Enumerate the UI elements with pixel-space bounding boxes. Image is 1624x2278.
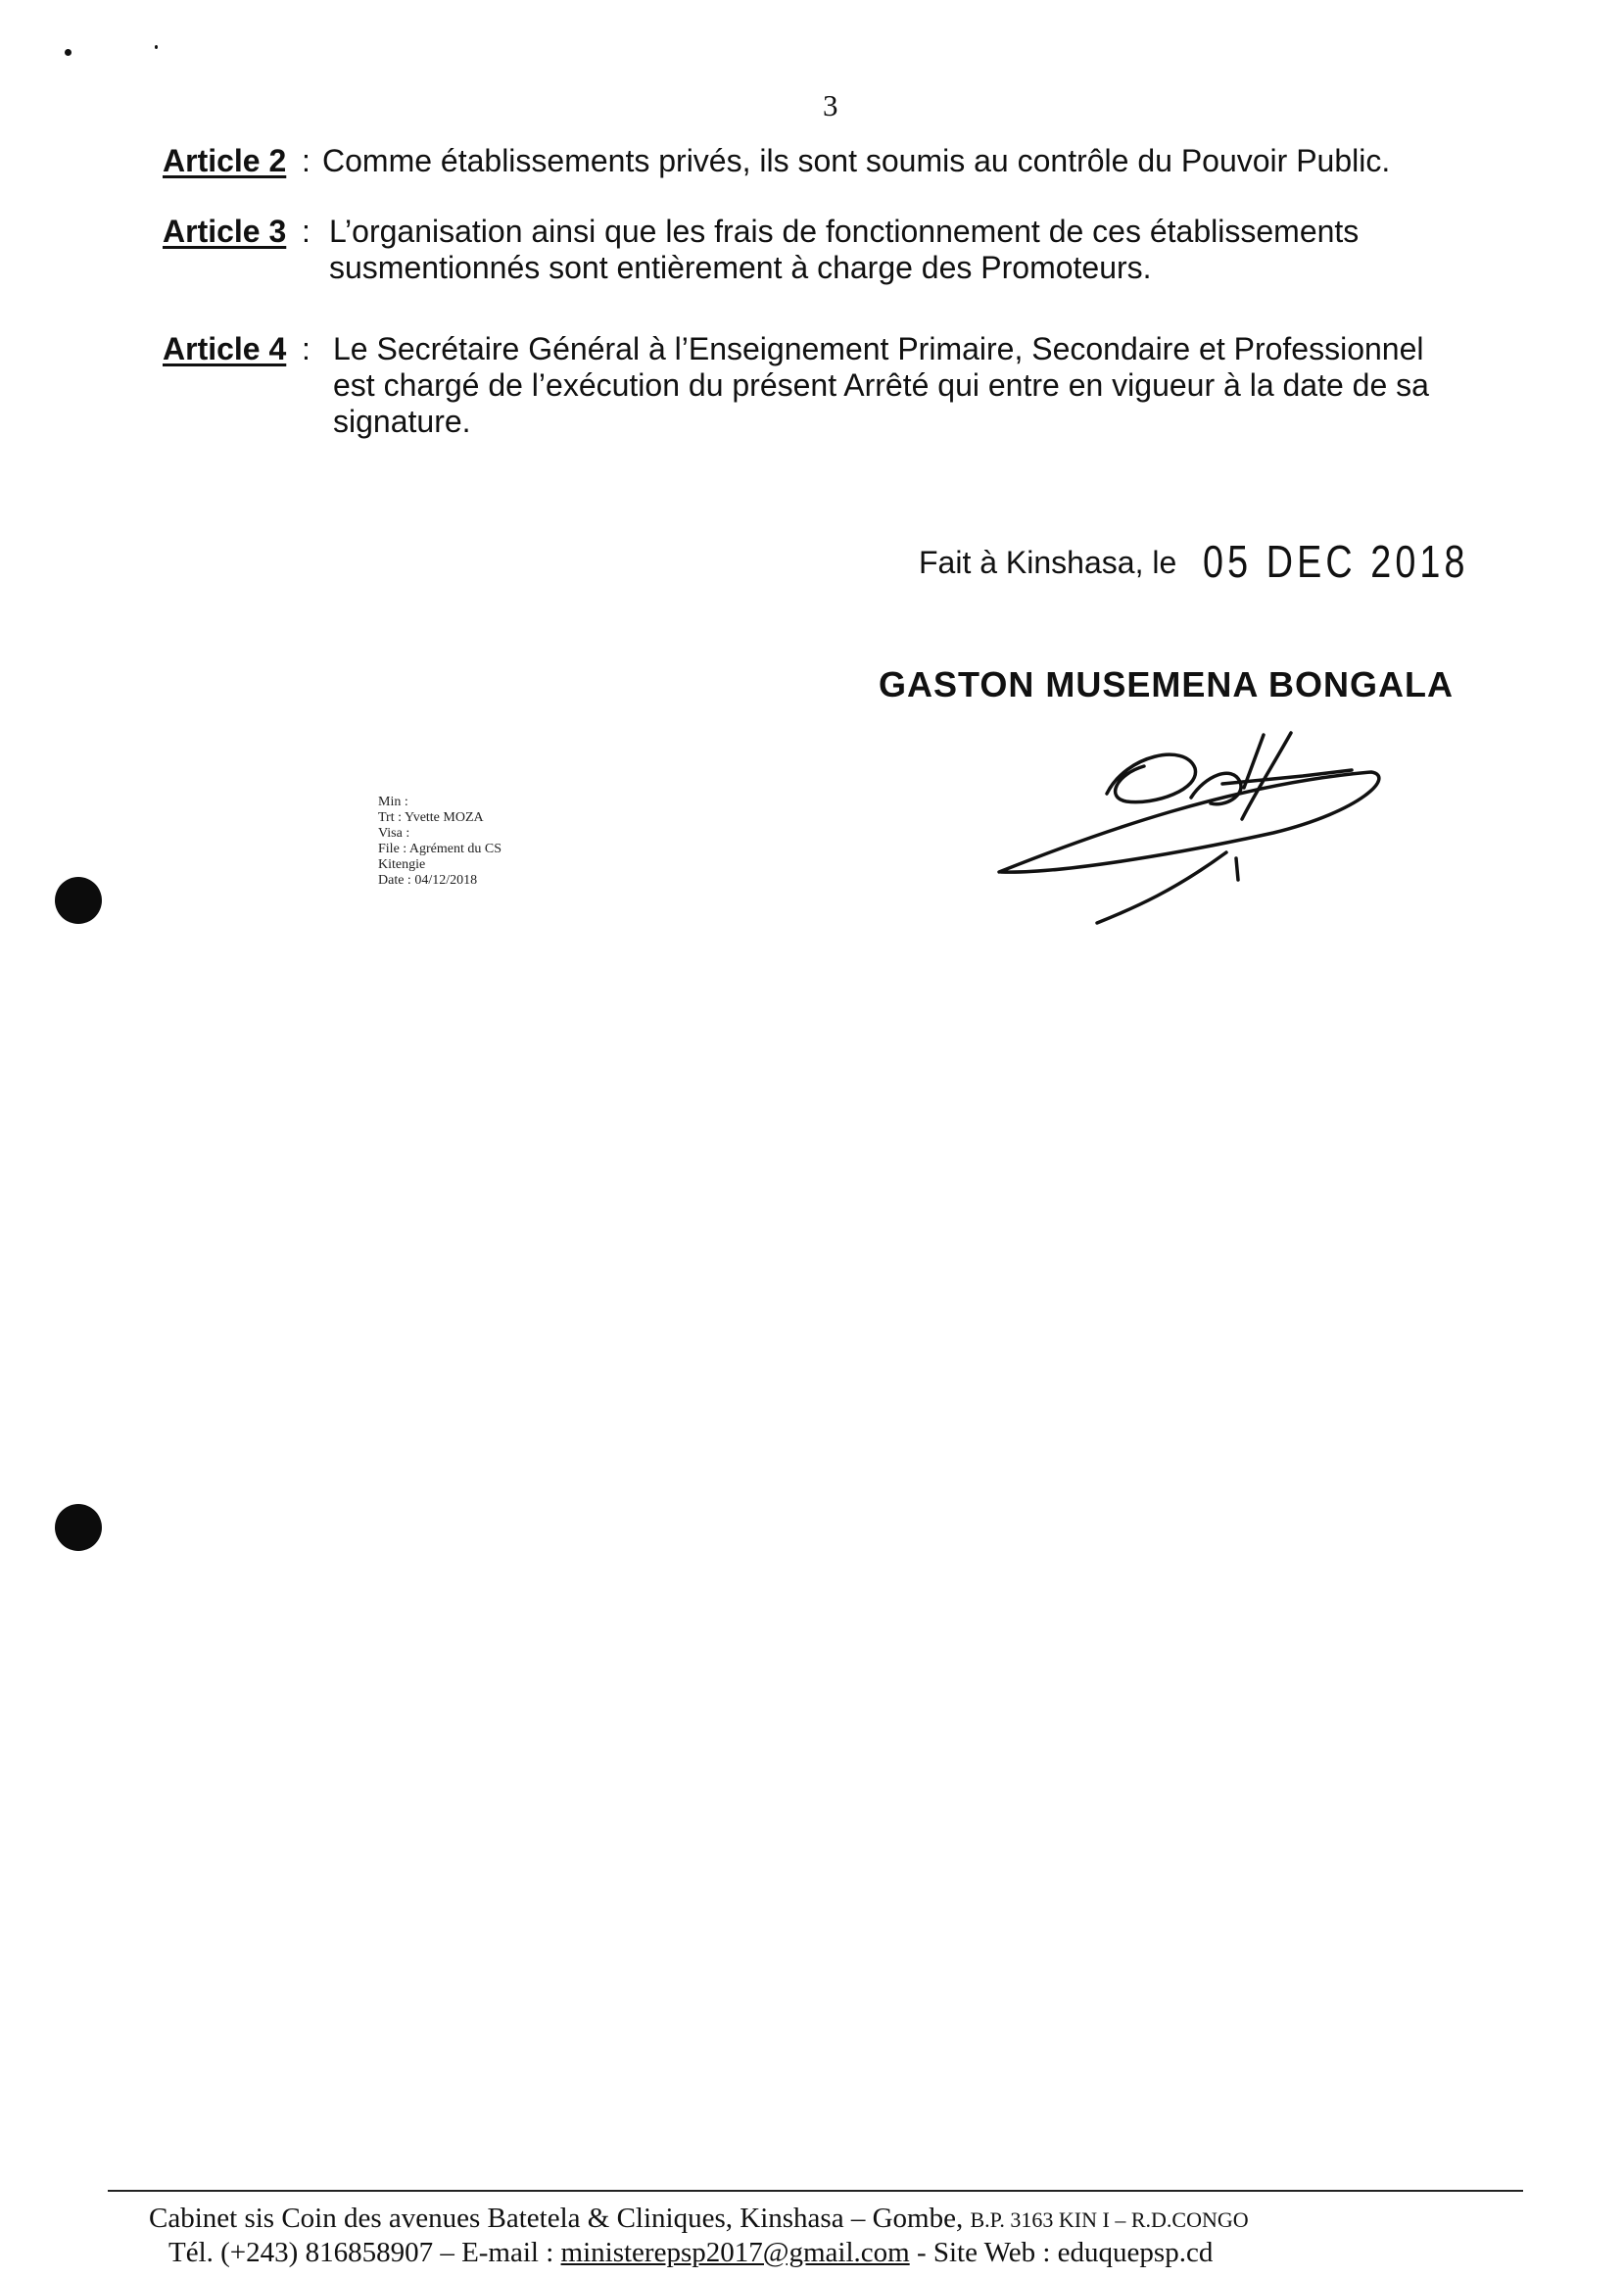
date-stamp: 05 DEC 2018 — [1203, 536, 1469, 587]
article-text — [333, 331, 1429, 440]
ref-note-line: Date : 04/12/2018 — [378, 873, 478, 888]
article-line: susmentionnés sont entièrement à charge des Promoteurs. — [329, 250, 1152, 285]
article-line: L’organisation ainsi que les frais de fonctionnement de ces établissements — [329, 214, 1360, 249]
article-label: Article 2 — [163, 143, 287, 178]
footer-address-tail: B.P. 3163 KIN I – R.D.CONGO — [970, 2207, 1249, 2232]
punch-hole — [55, 877, 102, 924]
article-line: Le Secrétaire Général à l’Enseignement Primaire, Secondaire et Professionnel — [333, 331, 1424, 366]
ref-note-line: Min : — [378, 795, 408, 809]
article-colon: : — [302, 214, 310, 249]
article-colon: : — [302, 143, 310, 178]
scan-speck — [155, 45, 158, 49]
ref-note-line: Kitengie — [378, 857, 426, 872]
footer-contact — [168, 2237, 1213, 2269]
handwritten-signature — [979, 725, 1391, 941]
article-text — [322, 143, 1390, 179]
ref-note-line: File : Agrément du CS — [378, 842, 502, 856]
article-line: est chargé de l’exécution du présent Arrêté qui entre en vigueur à la date de sa — [333, 367, 1429, 403]
punch-hole — [55, 1504, 102, 1551]
article-colon: : — [302, 331, 310, 366]
scan-speck — [65, 49, 72, 56]
reference-note — [378, 795, 502, 889]
footer-divider — [108, 2190, 1523, 2192]
ref-note-line: Visa : — [378, 826, 410, 841]
footer-address-main: Cabinet sis Coin des avenues Batetela & Cliniques, Kinshasa – Gombe, — [149, 2203, 964, 2234]
footer-email-link[interactable]: ministerepsp2017@gmail.com — [560, 2237, 910, 2268]
article-line: signature. — [333, 404, 471, 439]
place-of-signature: Fait à Kinshasa, le — [919, 545, 1177, 580]
article-label: Article 3 — [163, 214, 287, 249]
footer-phone: Tél. (+243) 816858907 – E-mail : — [168, 2237, 561, 2268]
footer-website: - Site Web : eduquepsp.cd — [909, 2237, 1214, 2268]
article-label: Article 4 — [163, 331, 287, 366]
signer-name: GASTON MUSEMENA BONGALA — [879, 664, 1455, 704]
ref-note-line: Trt : Yvette MOZA — [378, 810, 484, 825]
article-text — [329, 214, 1359, 286]
article-line: Comme établissements privés, ils sont soumis au contrôle du Pouvoir Public. — [322, 143, 1391, 178]
footer-address — [149, 2203, 1249, 2235]
page-number: 3 — [823, 88, 838, 122]
